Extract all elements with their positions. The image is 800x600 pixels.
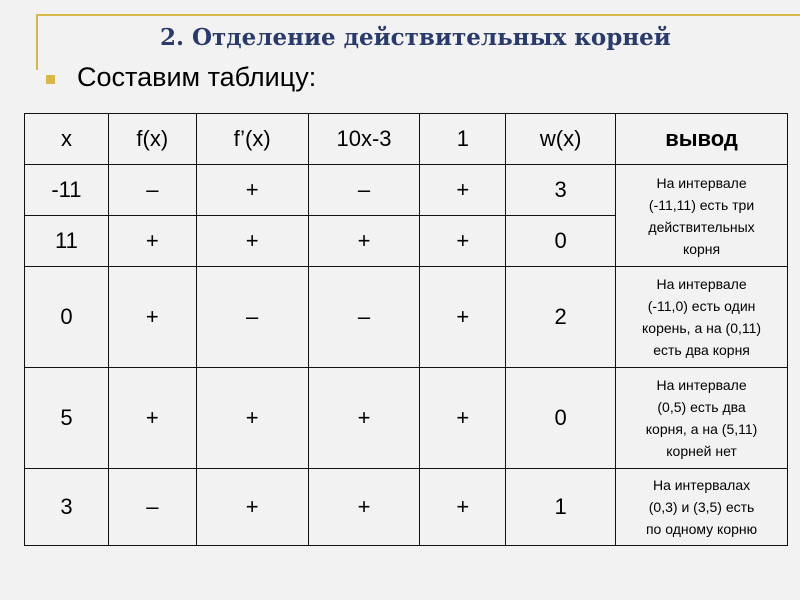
table-row xyxy=(25,469,788,546)
cell-fpx: + xyxy=(196,165,308,216)
cell-fpx: + xyxy=(196,469,308,546)
cell-wx: 3 xyxy=(506,165,616,216)
conclusion-line: На интервалах xyxy=(652,477,751,493)
cell-fx: – xyxy=(108,165,196,216)
cell-fx: + xyxy=(108,368,196,469)
cell-10x-3: – xyxy=(308,267,420,368)
table-row xyxy=(25,267,788,368)
header-x: x xyxy=(25,114,109,165)
bullet-item xyxy=(46,62,316,93)
conclusion-line: действительных xyxy=(648,218,755,235)
cell-one: + xyxy=(420,469,506,546)
header-fpx: f’(x) xyxy=(196,114,308,165)
cell-10x-3: + xyxy=(308,368,420,469)
cell-10x-3: + xyxy=(308,469,420,546)
header-one: 1 xyxy=(420,114,506,165)
cell-conclusion xyxy=(616,368,788,469)
cell-x: 11 xyxy=(25,216,109,267)
cell-fpx: – xyxy=(196,267,308,368)
cell-x: 3 xyxy=(25,469,109,546)
cell-wx: 0 xyxy=(506,216,616,267)
conclusion-line: (-11,0) есть один xyxy=(647,298,756,314)
cell-10x-3: + xyxy=(308,216,420,267)
cell-x: 5 xyxy=(25,368,109,469)
cell-fx: + xyxy=(108,216,196,267)
cell-x: 0 xyxy=(25,267,109,368)
conclusion-line: корней нет xyxy=(666,443,737,459)
roots-table xyxy=(24,113,788,546)
table-header-row xyxy=(25,114,788,165)
frame-vertical-line xyxy=(36,14,38,70)
cell-conclusion xyxy=(616,267,788,368)
cell-fx: + xyxy=(108,267,196,368)
table-row xyxy=(25,368,788,469)
header-10x-3: 10x-3 xyxy=(308,114,420,165)
conclusion-line: есть два корня xyxy=(653,342,750,358)
conclusion-line: корень, а на (0,11) xyxy=(642,320,762,336)
cell-one: + xyxy=(420,368,506,469)
slide-title: 2. Отделение действительных корней xyxy=(160,24,671,51)
conclusion-line: На интервале xyxy=(656,377,747,393)
cell-one: + xyxy=(420,165,506,216)
cell-conclusion xyxy=(616,165,788,267)
conclusion-line: (0,5) есть два xyxy=(657,399,746,415)
cell-conclusion xyxy=(616,469,788,546)
conclusion-line: корня xyxy=(682,240,721,257)
bullet-text: Составим таблицу: xyxy=(77,62,317,92)
cell-fpx: + xyxy=(196,368,308,469)
cell-10x-3: – xyxy=(308,165,420,216)
header-wx: w(x) xyxy=(506,114,616,165)
header-conclusion: вывод xyxy=(616,114,788,165)
cell-fx: – xyxy=(108,469,196,546)
square-bullet-icon xyxy=(46,75,55,84)
cell-wx: 1 xyxy=(506,469,616,546)
cell-x: -11 xyxy=(25,165,109,216)
cell-fpx: + xyxy=(196,216,308,267)
frame-horizontal-line xyxy=(36,14,800,16)
cell-wx: 2 xyxy=(506,267,616,368)
header-fx: f(x) xyxy=(108,114,196,165)
table-row xyxy=(25,165,788,216)
conclusion-line: На интервале xyxy=(656,174,747,191)
conclusion-line: (-11,11) есть три xyxy=(648,196,755,213)
cell-one: + xyxy=(420,216,506,267)
conclusion-line: На интервале xyxy=(656,276,747,292)
conclusion-line: (0,3) и (3,5) есть xyxy=(648,499,755,515)
conclusion-line: корня, а на (5,11) xyxy=(645,421,758,437)
cell-one: + xyxy=(420,267,506,368)
conclusion-line: по одному корню xyxy=(645,521,758,537)
cell-wx: 0 xyxy=(506,368,616,469)
